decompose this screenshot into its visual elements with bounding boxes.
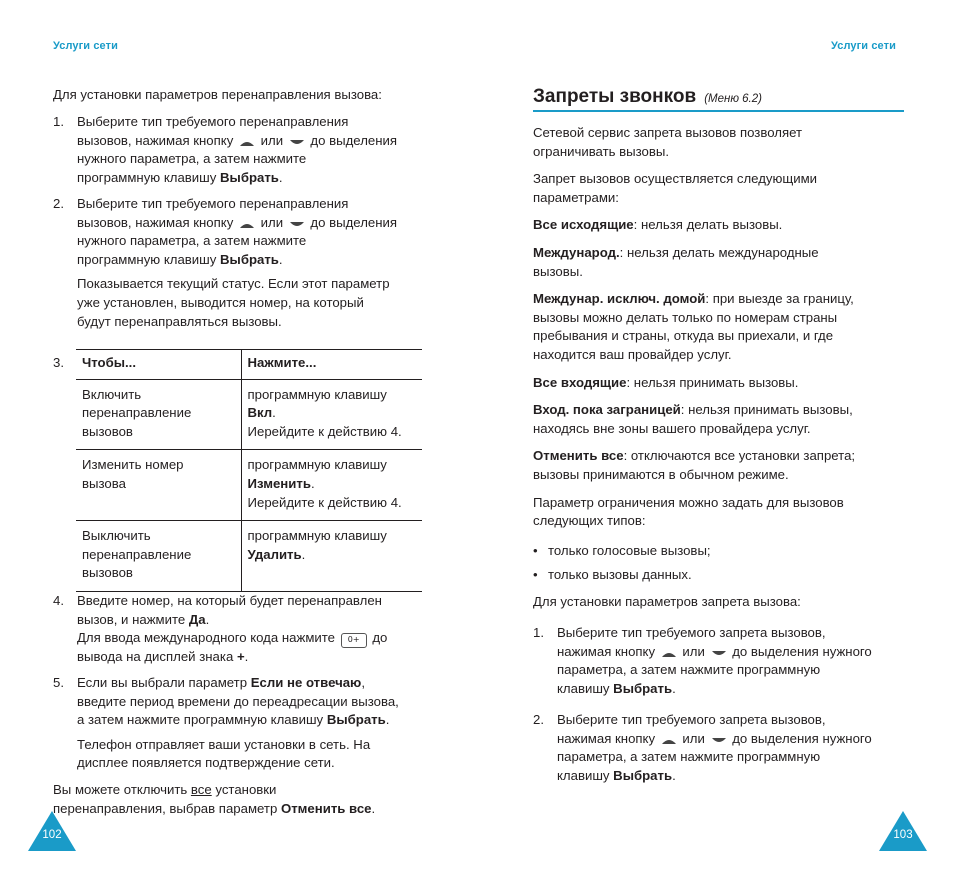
step-2: 2. Выберите тип требуемого перенаправления вызовов, нажимая кнопку или до выделения нужного параметра, а затем нажмите программную клавишу Выбрать. Показывается текущий статус. Если этот параметр уже установлен, выводится номер, на который будут перенаправляться вызовы. — [53, 195, 433, 331]
step-5: 5. Если вы выбрали параметр Если не отвечаю, введите период времени до переадресации вызова, а затем нажмите программную клавишу Выбрать. Телефон отправляет ваши установки в сеть. На дисплее появляется подтверждение сети. — [53, 674, 433, 773]
barring-step-1: 1. Выберите тип требуемого запрета вызовов, нажимая кнопку или до выделения нужного параметра, а затем нажмите программную клавишу Выбрать. — [533, 625, 872, 696]
definition-international: Международ.: нельзя делать международные вызовы. — [533, 244, 819, 279]
down-key-icon — [289, 139, 305, 147]
step-4: 4. Введите номер, на который будет перенаправлен вызов, и нажмите Да. Для ввода международного кода нажмите 0+ до вывода на дисплей знака +. — [53, 593, 388, 665]
table-header-row — [76, 350, 422, 380]
definition-incoming-abroad: Вход. пока заграницей: нельзя принимать вызовы, находясь вне зоны вашего провайдера услуг. — [533, 402, 853, 436]
select-softkey-label: Выбрать — [220, 169, 279, 185]
setup-intro: Для установки параметров запрета вызова: — [533, 594, 801, 609]
title-underline — [533, 110, 904, 112]
intro-paragraph: Для установки параметров перенаправления вызова: — [53, 87, 382, 102]
running-header-left: Услуги сети — [53, 40, 118, 52]
up-key-icon — [661, 737, 677, 745]
options-table — [76, 349, 422, 592]
step-3-number: 3. — [53, 355, 64, 370]
intro-paragraph: Сетевой сервис запрета вызовов позволяет ограничивать вызовы. — [533, 125, 803, 159]
down-key-icon — [289, 221, 305, 229]
step-1: 1. Выберите тип требуемого перенаправления вызовов, нажимая кнопку или до выделения нужного параметра, а затем нажмите программную клавишу Выбрать. — [53, 114, 398, 185]
outro-paragraph: Вы можете отключить все установки перенаправления, выбрав параметр Отменить все. — [53, 782, 376, 816]
network-confirmation-note: Телефон отправляет ваши установки в сеть. На дисплее появляется подтверждение сети. — [77, 736, 371, 771]
page-number-right: 103 — [893, 829, 913, 841]
bullet-icon: • — [533, 543, 538, 558]
definition-all-incoming: Все входящие: нельзя принимать вызовы. — [533, 374, 799, 390]
up-key-icon — [239, 139, 255, 147]
page-number-left: 102 — [42, 829, 62, 841]
up-key-icon — [239, 221, 255, 229]
definition-international-except-home: Междунар. исключ. домой: при выезде за границу, вызовы можно делать только по номерам страны пребывания и страны, откуда вы приехали, и где находится ваш провайдер услуг. — [533, 291, 854, 362]
table-row: Изменить номер вызова программную клавишу Изменить. Иерейдите к действию 4. — [76, 450, 422, 521]
bullet-icon: • — [533, 567, 538, 582]
select-softkey-label: Выбрать — [220, 251, 279, 267]
status-note: Показывается текущий статус. Если этот параметр уже установлен, выводится номер, на который будут перенаправляться вызовы. — [77, 276, 390, 329]
right-body: Сетевой сервис запрета вызовов позволяет ограничивать вызовы. Запрет вызовов осуществляется следующими параметрами: Все исходящие: нельзя делать вызовы. Международ.: нельзя делать международные вызовы. Междунар. исключ. домой: при выезде за границу, вызовы можно делать только по номерам страны пребывания и страны, откуда вы приехали, и где находится ваш провайдер услуг. Все входящие: нельзя принимать вызовы. Вход. пока заграницей: нельзя принимать вызовы, находясь вне зоны вашего провайдера услуг. Отменить все: отключаются все установки запрета; вызовы принимаются в обычном режиме. Параметр ограничения можно задать для вызовов следующих типов: — [533, 124, 908, 531]
definition-all-outgoing: Все исходящие: нельзя делать вызовы. — [533, 217, 783, 233]
barring-step-2: 2. Выберите тип требуемого запрета вызовов, нажимая кнопку или до выделения нужного параметра, а затем нажмите программную клавишу Выбрать. — [533, 712, 872, 783]
table-row: Включить перенаправление вызовов программную клавишу Вкл. Иерейдите к действию 4. — [76, 379, 422, 450]
table-header-action: Чтобы... — [76, 350, 241, 380]
menu-reference: (Меню 6.2) — [704, 93, 762, 105]
up-key-icon — [661, 650, 677, 658]
definition-cancel-all: Отменить все: отключаются все установки запрета; вызовы принимаются в обычном режиме. — [533, 448, 856, 482]
table-header-press: Нажмите... — [241, 350, 422, 380]
table-row: Выключить перенаправление вызовов программную клавишу Удалить. — [76, 521, 422, 592]
down-key-icon — [711, 737, 727, 745]
list-item: • только вызовы данных. — [533, 566, 692, 585]
zero-plus-key-icon: 0+ — [341, 633, 367, 648]
list-item: • только голосовые вызовы; — [533, 542, 711, 561]
running-header-right: Услуги сети — [831, 40, 896, 52]
section-title: Запреты звонков (Меню 6.2) — [533, 86, 762, 107]
down-key-icon — [711, 650, 727, 658]
